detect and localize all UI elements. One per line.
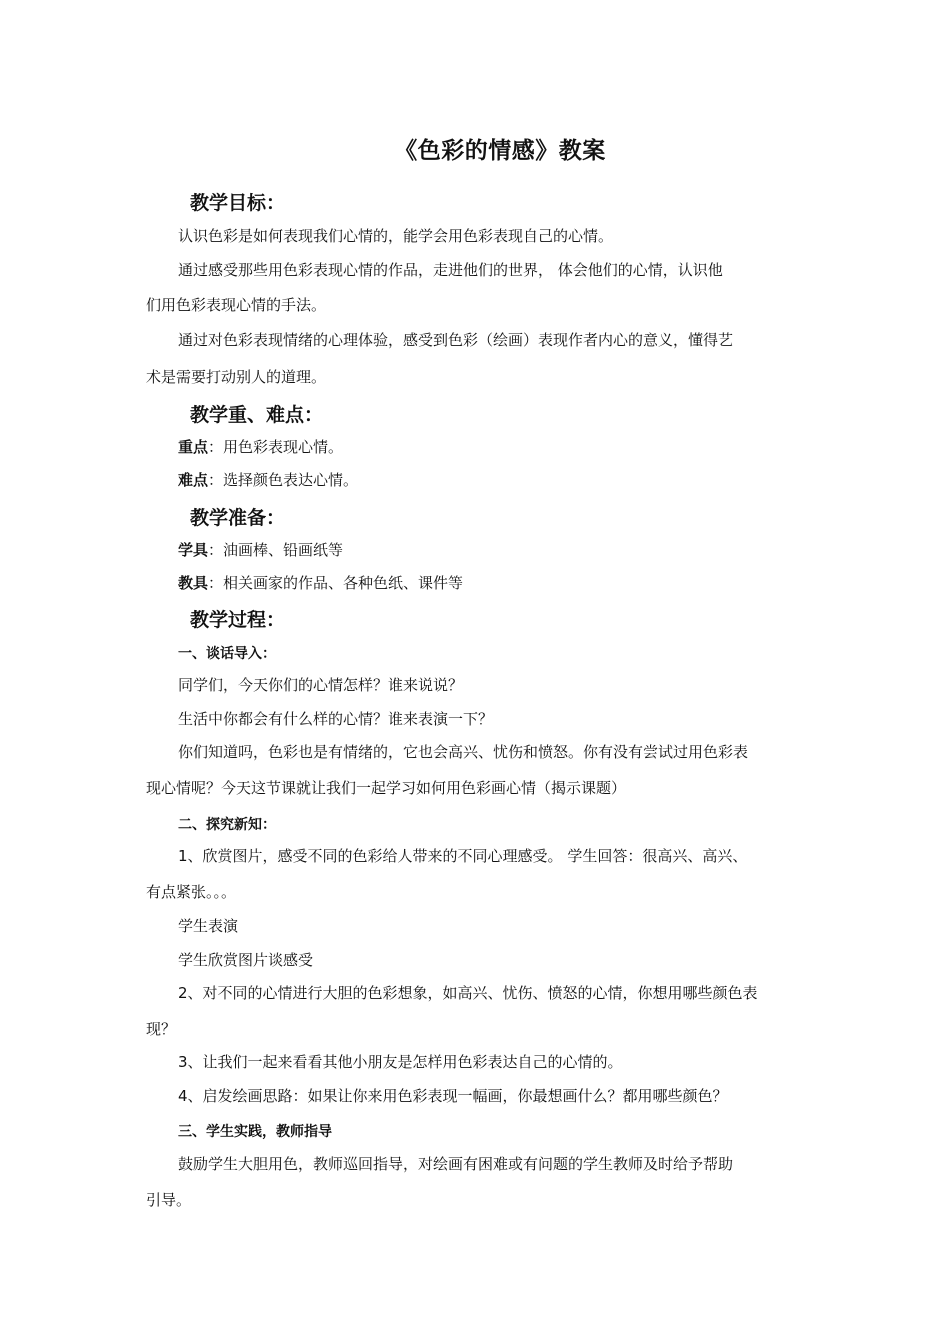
- goals-paragraph-2-line-1: 通过感受那些用色彩表现心情的作品，走进他们的世界， 体会他们的心情，认识他: [178, 261, 723, 279]
- part3-line-1: 鼓励学生大胆用色，教师巡回指导，对绘画有困难或有问题的学生教师及时给予帮助: [178, 1155, 734, 1173]
- key-point-line: [178, 437, 343, 457]
- goals-paragraph-3-line-1: 通过对色彩表现情绪的心理体验，感受到色彩（绘画）表现作者内心的意义，懂得艺: [178, 331, 734, 349]
- heading-goals: 教学目标：: [190, 192, 286, 214]
- part2-step4: 4、启发绘画思路：如果让你来用色彩表现一幅画，你最想画什么？都用哪些颜色？: [178, 1087, 728, 1105]
- difficult-point-label: 难点: [178, 471, 209, 489]
- key-point-text: ：用色彩表现心情。: [208, 438, 344, 456]
- part2-step3: 3、让我们一起来看看其他小朋友是怎样用色彩表达自己的心情的。: [178, 1053, 623, 1071]
- part2-step1-b: 学生欣赏图片谈感受: [178, 951, 314, 969]
- goals-paragraph-2-line-2: 们用色彩表现心情的手法。: [146, 296, 327, 314]
- process-part1-heading: 一、谈话导入：: [178, 646, 276, 662]
- process-part3-heading: 三、学生实践，教师指导: [178, 1124, 332, 1140]
- part1-line-3a: 你们知道吗，色彩也是有情绪的，它也会高兴、忧伤和愤怒。你有没有尝试过用色彩表: [178, 743, 749, 761]
- part2-step2-line-1: 2、对不同的心情进行大胆的色彩想象，如高兴、忧伤、愤怒的心情，你想用哪些颜色表: [178, 984, 758, 1002]
- part2-step1-a: 学生表演: [178, 917, 239, 935]
- heading-keypoints: 教学重、难点：: [190, 404, 324, 426]
- student-tools-label: 学具: [178, 541, 209, 559]
- goals-paragraph-1: 认识色彩是如何表现我们心情的，能学会用色彩表现自己的心情。: [178, 227, 614, 245]
- part2-step1-line-1: 1、欣赏图片，感受不同的色彩给人带来的不同心理感受。 学生回答：很高兴、高兴、: [178, 847, 748, 865]
- part2-step1-line-2: 有点紧张。。。: [146, 883, 237, 901]
- part2-step2-line-2: 现？: [146, 1020, 177, 1038]
- difficult-point-line: [178, 470, 358, 490]
- heading-process: 教学过程：: [190, 609, 286, 631]
- part1-line-2: 生活中你都会有什么样的心情？谁来表演一下？: [178, 710, 494, 728]
- document-title: 《色彩的情感》教案: [394, 138, 606, 164]
- key-point-label: 重点: [178, 438, 209, 456]
- part3-line-2: 引导。: [146, 1191, 192, 1209]
- teacher-tools-text: ：相关画家的作品、各种色纸、课件等: [208, 574, 464, 592]
- student-tools-text: ：油画棒、铅画纸等: [208, 541, 344, 559]
- teacher-tools-label: 教具: [178, 574, 209, 592]
- part1-line-1: 同学们，今天你们的心情怎样？谁来说说？: [178, 676, 464, 694]
- heading-preparation: 教学准备：: [190, 507, 286, 529]
- difficult-point-text: ：选择颜色表达心情。: [208, 471, 359, 489]
- part1-line-3b: 现心情呢？今天这节课就让我们一起学习如何用色彩画心情（揭示课题）: [146, 779, 627, 797]
- student-tools-line: [178, 540, 343, 560]
- goals-paragraph-3-line-2: 术是需要打动别人的道理。: [146, 368, 327, 386]
- process-part2-heading: 二、探究新知：: [178, 817, 276, 833]
- teacher-tools-line: [178, 573, 463, 593]
